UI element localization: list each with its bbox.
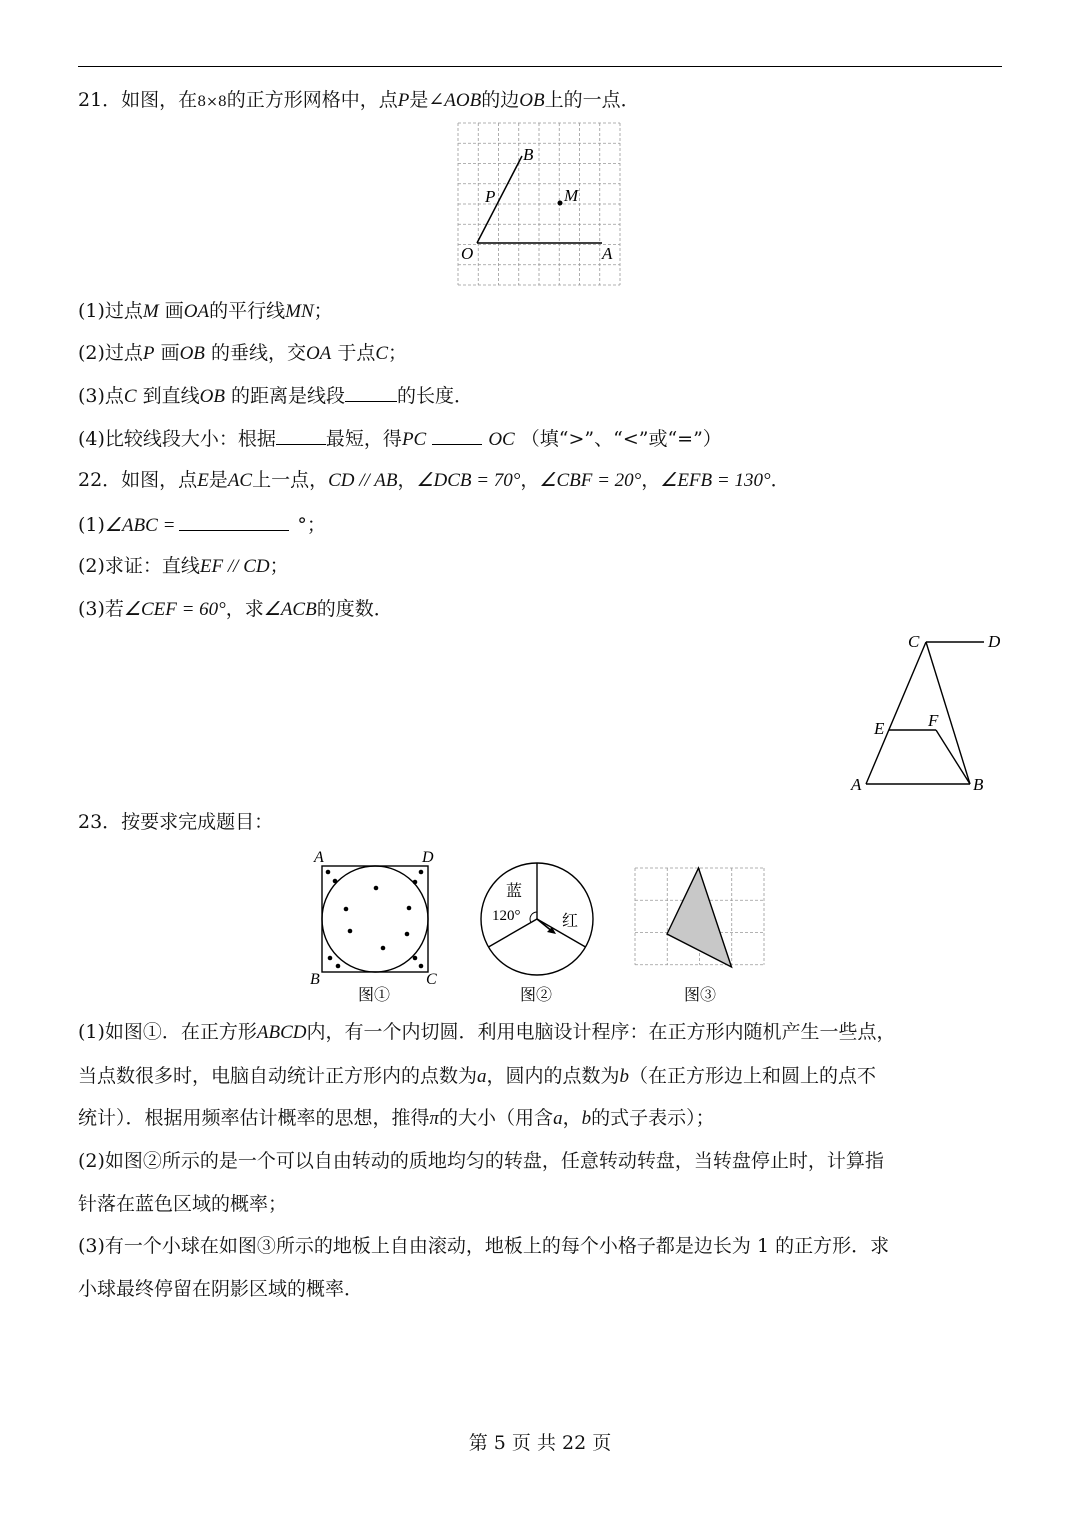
caption-fig1: 图① [358,987,391,1004]
q23-part2-line1: (2)如图②所示的是一个可以自由转动的质地均匀的转盘，任意转动转盘，当转盘停止时，计算指 [78,1150,884,1172]
label-o: O [461,244,474,263]
answer-blank[interactable] [276,426,326,445]
caption-fig2: 图② [520,987,553,1004]
label-m: M [564,186,579,205]
label-b: B [523,145,534,164]
q23-part2-line2: 针落在蓝色区域的概率； [78,1193,288,1215]
answer-blank[interactable] [179,512,289,531]
label-c: C [426,971,437,988]
answer-blank[interactable] [432,426,482,445]
label-p: P [485,187,496,206]
q23-part3-line2: 小球最终停留在阴影区域的概率． [78,1278,364,1300]
q23-part1-line3: 统计）．根据用频率估计概率的思想，推得π的大小（用含a，b的式子表示）； [78,1107,715,1129]
q23-figure-1 [308,846,448,1008]
header-rule [78,66,1002,67]
q22-stem: 22．如图，点E是AC上一点，CD // AB，∠DCB = 70°，∠CBF = 20°，∠EFB = 130°． [78,469,790,491]
q21-grid-figure [457,122,623,286]
q23-part3-line1: (3)有一个小球在如图③所示的地板上自由滚动，地板上的每个小格子都是边长为 1 的正方形．求 [78,1235,890,1257]
label-a: A [314,849,324,866]
label-d: D [988,632,1001,651]
label-c: C [908,632,920,651]
q21-part3: (3)点C 到直线OB 的距离是线段 的长度． [78,385,474,407]
q23-part1-line2: 当点数很多时，电脑自动统计正方形内的点数为a，圆内的点数为b（在正方形边上和圆上的点不 [78,1065,877,1087]
label-red: 红 [562,913,579,930]
caption-fig3: 图③ [684,987,717,1004]
q22-figure [846,628,1006,798]
label-a: A [851,775,862,794]
q22-part1: (1)∠ABC = °； [78,514,326,536]
q23-part1-line1: (1)如图①．在正方形ABCD内，有一个内切圆．利用电脑设计程序：在正方形内随机产生一些点， [78,1021,896,1043]
q21-part2: (2)过点P 画OB 的垂线，交OA 于点C； [78,342,408,364]
q22-part3: (3)若∠CEF = 60°，求∠ACB的度数． [78,598,393,620]
page-footer: 第 5 页 共 22 页 [468,1432,612,1454]
label-f: F [928,711,939,730]
label-e: E [874,719,885,738]
shaded-triangle [667,868,732,967]
label-b: B [310,971,320,988]
label-blue: 蓝 [506,883,523,900]
q21-stem: 21．如图，在8×8的正方形网格中，点P是∠AOB的边OB上的一点． [78,89,640,111]
point-m [558,201,563,206]
q21-part4: (4)比较线段大小：根据 最短，得PC OC （填“>”、“<”或“=”） [78,428,722,450]
q22-part2: (2)求证：直线EF // CD； [78,555,289,577]
ray-ob [477,156,522,243]
q23-title: 23．按要求完成题目： [78,811,274,833]
q23-figure-3 [634,846,768,1008]
label-d: D [422,849,434,866]
label-angle: 120° [492,908,521,924]
label-b: B [973,775,984,794]
q23-figure-2 [472,846,602,1008]
answer-blank[interactable] [345,383,397,402]
q21-part1: (1)过点M 画OA的平行线MN； [78,300,333,322]
label-a: A [602,244,613,263]
